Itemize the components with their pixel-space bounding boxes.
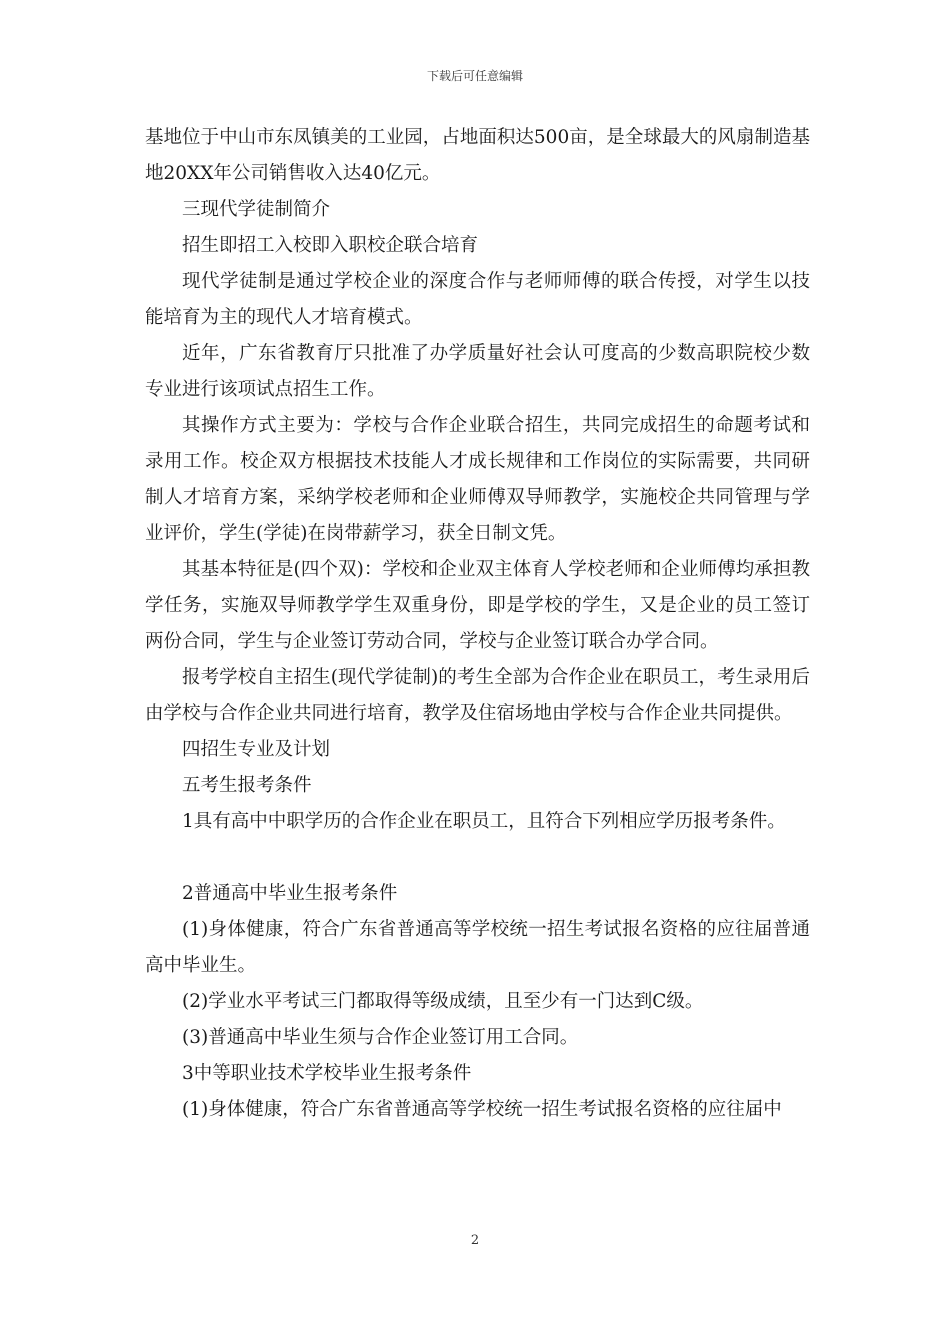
- section-heading: 三现代学徒制简介: [182, 199, 331, 220]
- paragraph: 其基本特征是(四个双)：学校和企业双主体育人学校老师和企业师傅均承担教学任务，实施双导师教学学生双重身份，即是学校的学生，又是企业的员工签订两份合同，学生与企业签订劳动合同，学校与企业签订联合办学合同。: [145, 559, 810, 652]
- subsection-heading: 3中等职业技术学校毕业生报考条件: [182, 1063, 472, 1084]
- section-heading: 四招生专业及计划: [182, 739, 331, 760]
- page-number: 2: [470, 1233, 480, 1248]
- body-text: [145, 120, 810, 1128]
- section-heading: 五考生报考条件: [182, 775, 312, 796]
- paragraph: 招生即招工入校即入职校企联合培育: [182, 235, 479, 256]
- paragraph: 近年，广东省教育厅只批准了办学质量好社会认可度高的少数高职院校少数专业进行该项试点招生工作。: [145, 343, 810, 400]
- page-header: 下载后可任意编辑: [426, 69, 523, 83]
- subsection-heading: 2普通高中毕业生报考条件: [182, 883, 398, 904]
- paragraph: 1具有高中中职学历的合作企业在职员工，且符合下列相应学历报考条件。: [182, 811, 786, 832]
- paragraph: 基地位于中山市东凤镇美的工业园，占地面积达500亩，是全球最大的风扇制造基地20XX年公司销售收入达40亿元。: [145, 127, 810, 184]
- blank-line: [145, 840, 810, 876]
- list-item: (2)学业水平考试三门都取得等级成绩，且至少有一门达到C级。: [182, 991, 704, 1012]
- paragraph: 现代学徒制是通过学校企业的深度合作与老师师傅的联合传授，对学生以技能培育为主的现代人才培育模式。: [145, 271, 810, 328]
- list-item: (3)普通高中毕业生须与合作企业签订用工合同。: [182, 1027, 579, 1048]
- paragraph: 其操作方式主要为：学校与合作企业联合招生，共同完成招生的命题考试和录用工作。校企双方根据技术技能人才成长规律和工作岗位的实际需要，共同研制人才培育方案，采纳学校老师和企业师傅双导师教学，实施校企共同管理与学业评价，学生(学徒)在岗带薪学习，获全日制文凭。: [145, 415, 810, 544]
- list-item: (1)身体健康，符合广东省普通高等学校统一招生考试报名资格的应往届普通高中毕业生。: [145, 919, 810, 976]
- list-item: (1)身体健康，符合广东省普通高等学校统一招生考试报名资格的应往届中: [182, 1099, 782, 1120]
- paragraph: 报考学校自主招生(现代学徒制)的考生全部为合作企业在职员工，考生录用后由学校与合作企业共同进行培育，教学及住宿场地由学校与合作企业共同提供。: [145, 667, 810, 724]
